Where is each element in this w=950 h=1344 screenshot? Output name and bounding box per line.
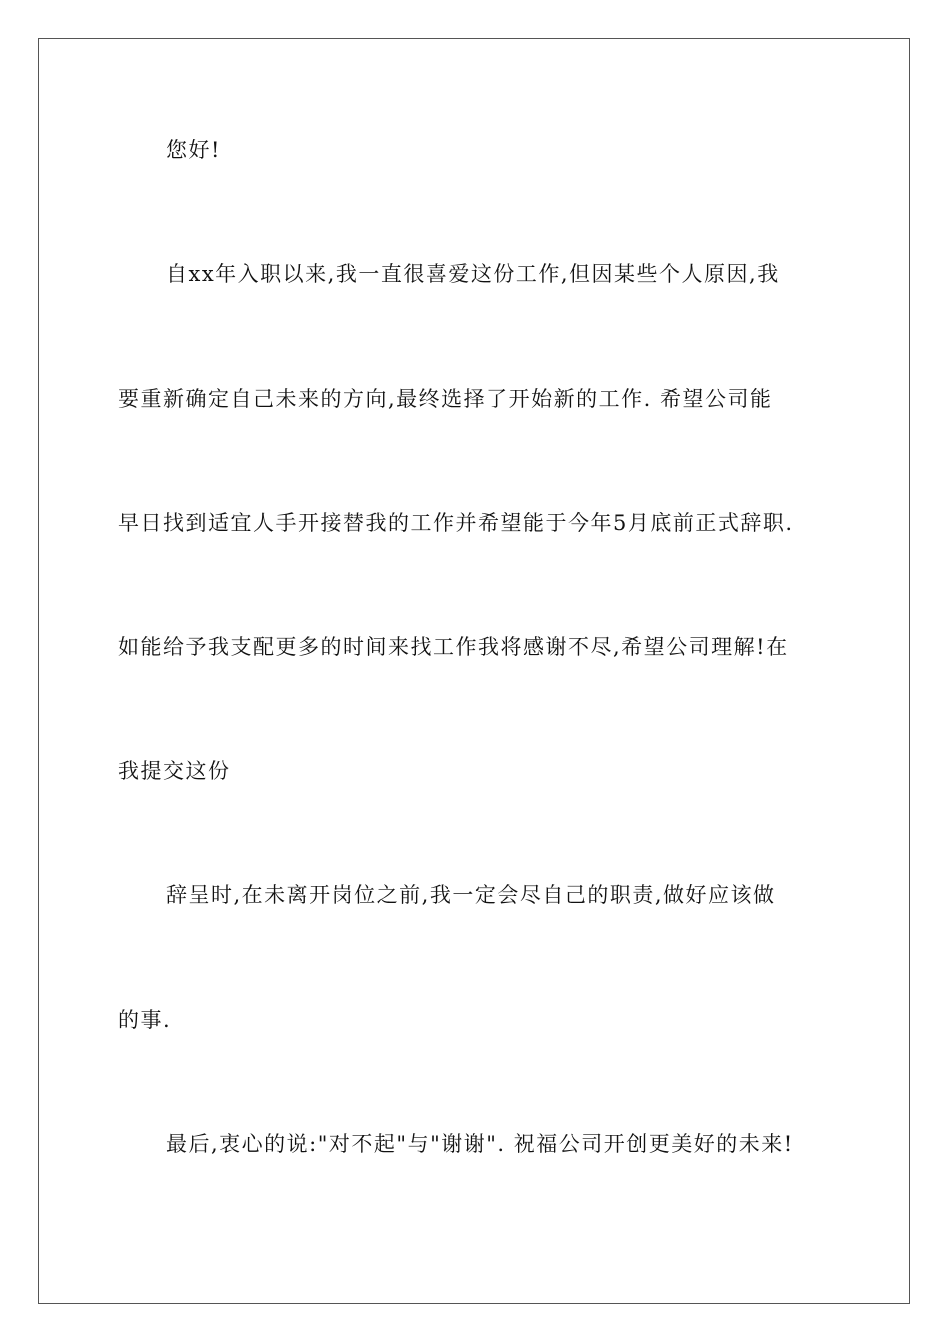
- page-border: [38, 38, 910, 1304]
- paragraph-line: 辞呈时,在未离开岗位之前,我一定会尽自己的职责,做好应该做: [166, 883, 776, 907]
- paragraph-line: 如能给予我支配更多的时间来找工作我将感谢不尽,希望公司理解!在: [118, 635, 789, 659]
- paragraph-line: 早日找到适宜人手开接替我的工作并希望能于今年5月底前正式辞职.: [118, 511, 794, 535]
- paragraph-line: 的事.: [118, 1008, 172, 1032]
- paragraph-line: 自xx年入职以来,我一直很喜爱这份工作,但因某些个人原因,我: [166, 262, 780, 286]
- greeting: 您好!: [166, 138, 221, 162]
- closing-line: 最后,衷心的说:"对不起"与"谢谢". 祝福公司开创更美好的未来!: [166, 1132, 794, 1156]
- paragraph-line: 我提交这份: [118, 759, 231, 783]
- paragraph-line: 要重新确定自己未来的方向,最终选择了开始新的工作. 希望公司能: [118, 387, 773, 411]
